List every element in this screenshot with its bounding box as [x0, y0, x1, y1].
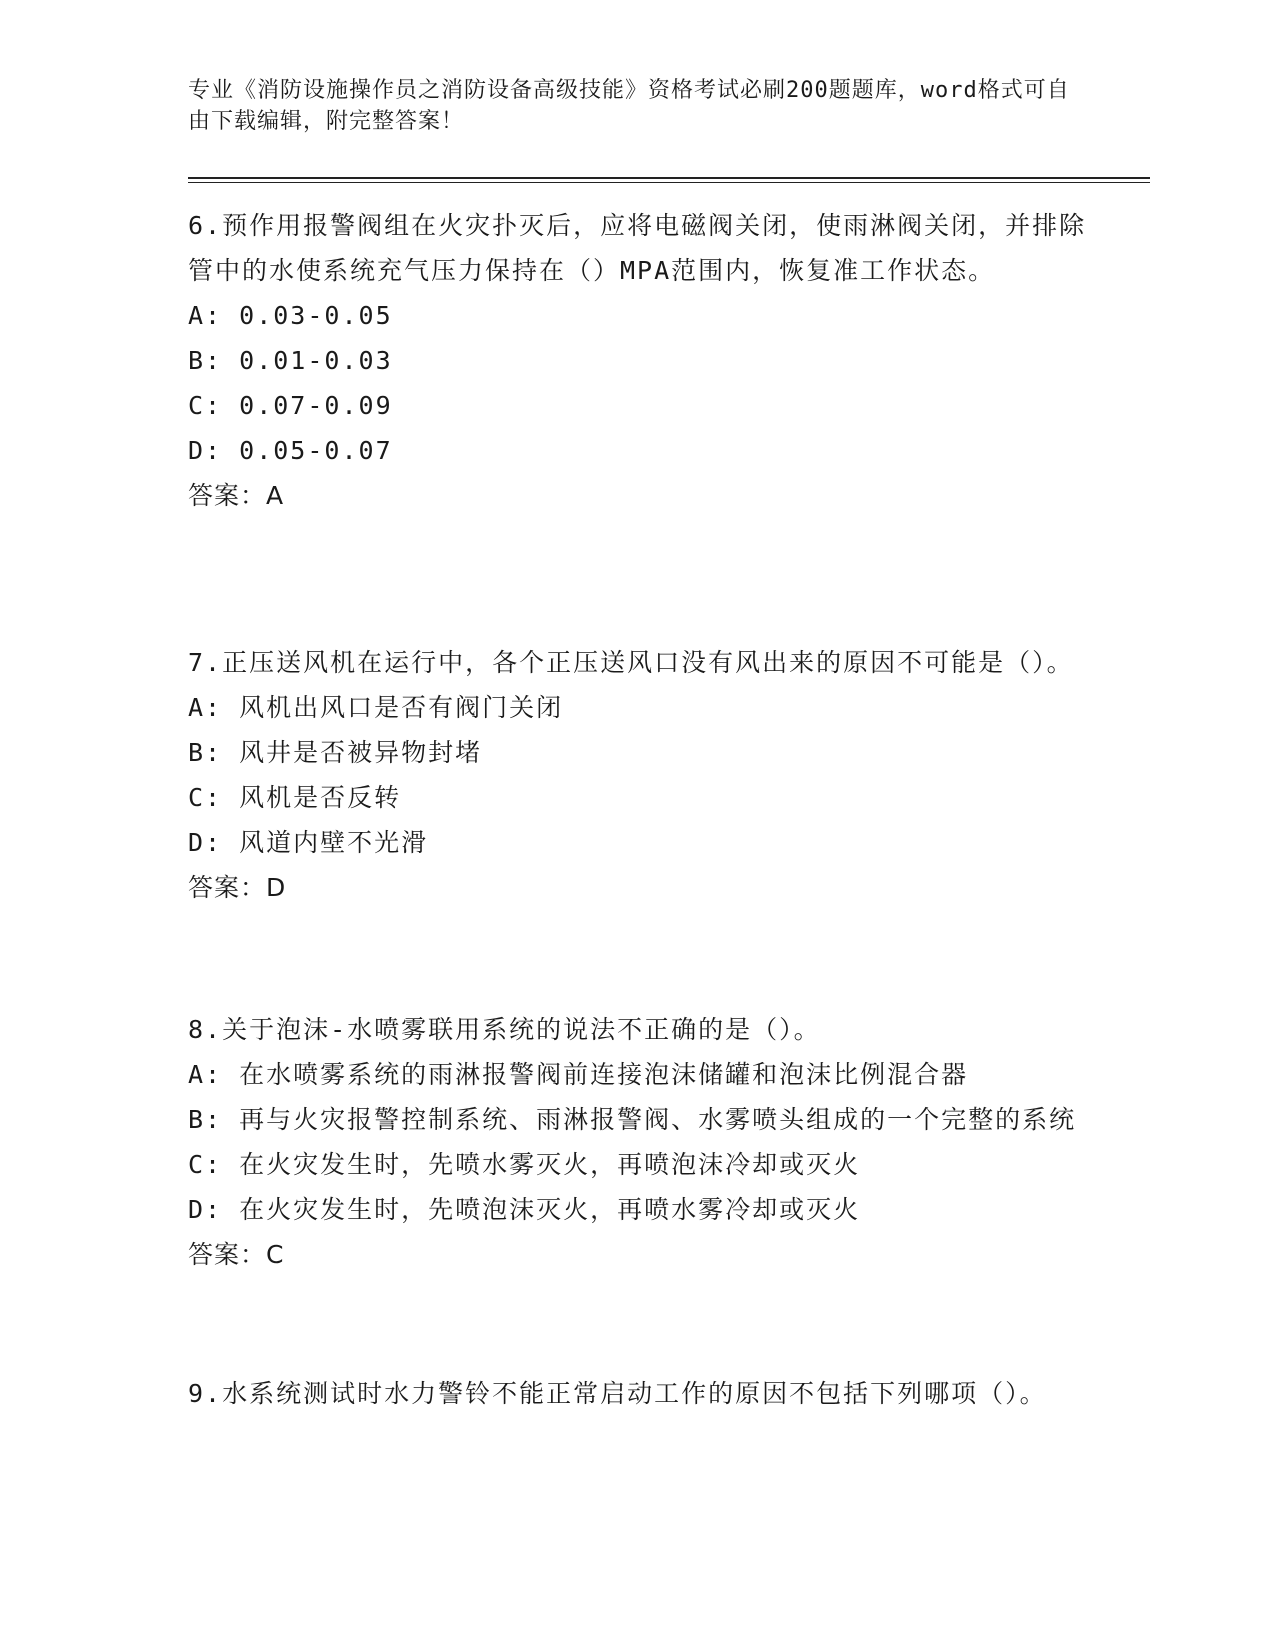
option-a: A: 在水喷雾系统的雨淋报警阀前连接泡沫储罐和泡沫比例混合器: [188, 1060, 969, 1089]
option-b: B: 再与火灾报警控制系统、雨淋报警阀、水雾喷头组成的一个完整的系统: [188, 1105, 1077, 1134]
question-6: [188, 203, 1088, 518]
option-c: C: 在火灾发生时，先喷水雾灭火，再喷泡沫冷却或灭火: [188, 1150, 861, 1179]
answer-label: 答案：D: [188, 873, 287, 902]
question-stem: 9.水系统测试时水力警铃不能正常启动工作的原因不包括下列哪项（）。: [188, 1379, 1047, 1408]
answer-label: 答案：C: [188, 1240, 285, 1269]
answer-label: 答案：A: [188, 481, 285, 510]
question-stem: 7.正压送风机在运行中，各个正压送风口没有风出来的原因不可能是（）。: [188, 648, 1074, 677]
document-header: 专业《消防设施操作员之消防设备高级技能》资格考试必刷200题题库，word格式可自由下载编辑，附完整答案！: [188, 78, 1070, 134]
option-b: B: 0.01-0.03: [188, 346, 393, 375]
question-9: [188, 1371, 1088, 1416]
option-c: C: 0.07-0.09: [188, 391, 393, 420]
header-divider-thin: [188, 182, 1150, 183]
option-b: B: 风井是否被异物封堵: [188, 738, 483, 767]
option-d: D: 在火灾发生时，先喷泡沫灭火，再喷水雾冷却或灭火: [188, 1195, 861, 1224]
question-8: [188, 1007, 1088, 1277]
header-divider-thick: [188, 177, 1150, 179]
option-c: C: 风机是否反转: [188, 783, 402, 812]
option-d: D: 风道内壁不光滑: [188, 828, 429, 857]
option-a: A: 风机出风口是否有阀门关闭: [188, 693, 564, 722]
option-d: D: 0.05-0.07: [188, 436, 393, 465]
question-stem: 6.预作用报警阀组在火灾扑灭后，应将电磁阀关闭，使雨淋阀关闭，并排除管中的水使系统充气压力保持在（）MPA范围内，恢复准工作状态。: [188, 211, 1087, 285]
question-stem: 8.关于泡沫-水喷雾联用系统的说法不正确的是（）。: [188, 1015, 821, 1044]
option-a: A: 0.03-0.05: [188, 301, 393, 330]
question-7: [188, 640, 1088, 910]
